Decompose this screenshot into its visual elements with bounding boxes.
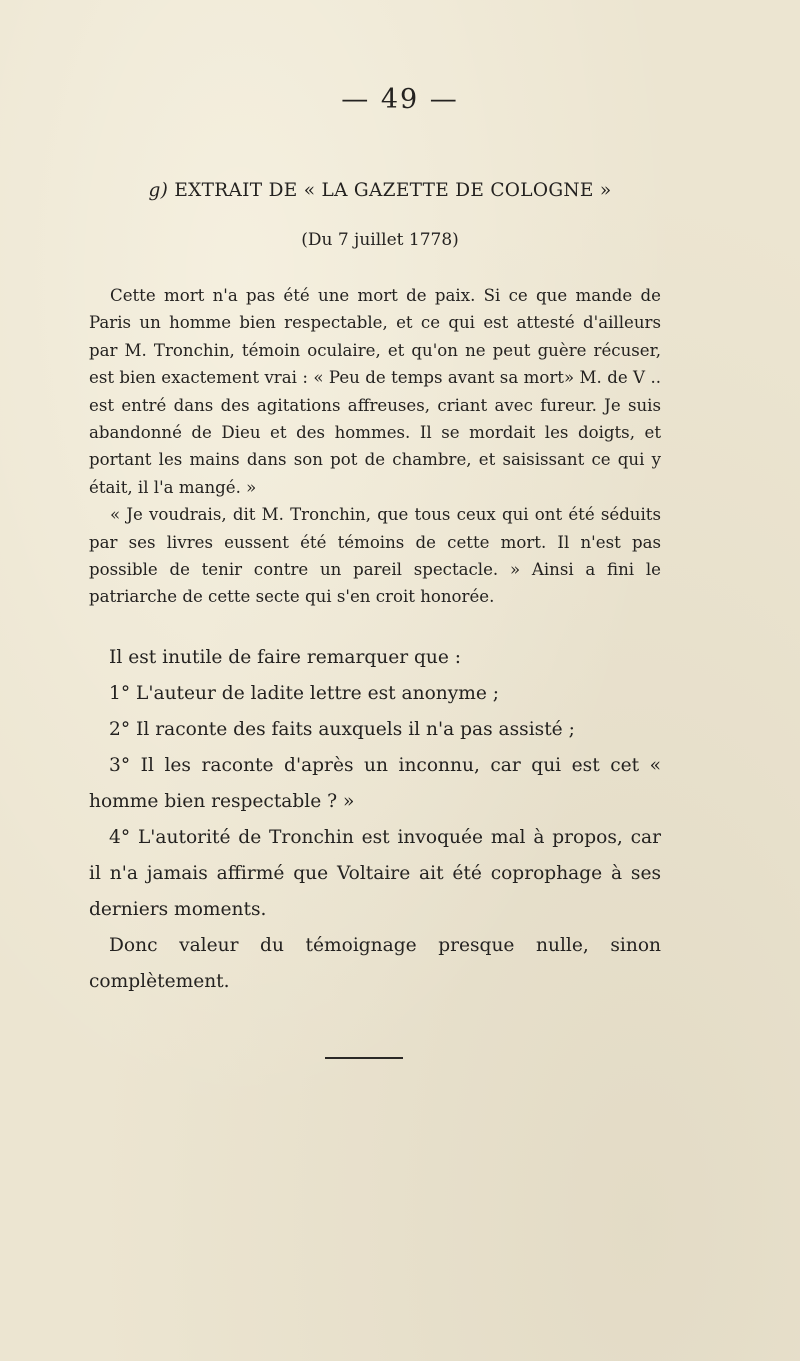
section-heading <box>0 180 760 201</box>
page-number: — 49 — <box>341 84 459 115</box>
quote-paragraph-2: « Je voudrais, dit M. Tronchin, que tous ceux qui ont été séduits par ses livres eussent été témoins de cette mort. Il n'est pas possible de tenir contre un pareil spectacle. » Ainsi a fini le patriarche de cette secte qui s'en croit honorée. <box>89 505 661 607</box>
quoted-extract <box>89 282 661 611</box>
commentary-point-2: 2° Il raconte des faits auxquels il n'a pas assisté ; <box>109 719 575 740</box>
commentary-point-3: 3° Il les raconte d'après un inconnu, car qui est cet « homme bien respectable ? » <box>89 755 661 812</box>
quote-paragraph-1: Cette mort n'a pas été une mort de paix. Si ce que mande de Paris un homme bien respectable, et ce qui est attesté d'ailleurs par M. Tronchin, témoin oculaire, et qu'on ne peut guère récuser, est bien exactement vrai : « Peu de temps avant sa mort» M. de V .. est entré dans des agitations affreuses, criant avec fureur. Je suis abandonné de Dieu et des hommes. Il se mordait les doigts, et portant les mains dans son pot de chambre, et saisissant ce qui y était, il l'a mangé. » <box>89 286 661 497</box>
commentary <box>89 640 661 1000</box>
commentary-intro: Il est inutile de faire remarquer que : <box>109 647 462 668</box>
section-divider-rule <box>325 1057 403 1059</box>
section-letter: g) <box>148 180 169 201</box>
section-title: EXTRAIT DE « LA GAZETTE DE COLOGNE » <box>174 180 612 201</box>
commentary-point-1: 1° L'auteur de ladite lettre est anonyme ; <box>109 683 500 704</box>
section-date: (Du 7 juillet 1778) <box>301 230 459 250</box>
commentary-point-4: 4° L'autorité de Tronchin est invoquée mal à propos, car il n'a jamais affirmé que Voltaire ait été coprophage à ses derniers moments. <box>89 827 661 920</box>
commentary-conclusion: Donc valeur du témoignage presque nulle, sinon complètement. <box>89 935 661 992</box>
